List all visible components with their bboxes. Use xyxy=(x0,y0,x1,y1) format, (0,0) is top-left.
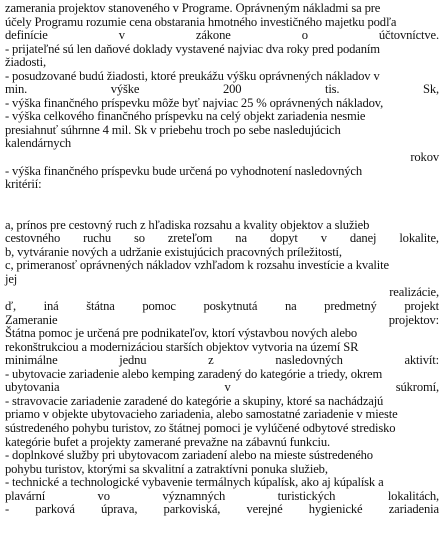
word: ruchu xyxy=(83,231,112,246)
word: parkoviská, xyxy=(163,502,221,517)
word: poskytnutá xyxy=(203,299,258,314)
text-line xyxy=(5,232,439,246)
text-line: zamerania projektov stanoveného v Programe. Oprávneným nákladmi sa pre xyxy=(5,1,381,15)
text-line xyxy=(5,381,439,395)
word: lokalite, xyxy=(399,231,439,246)
text-line: - výška finančného príspevku môže byť najviac 25 % oprávnených nákladov, xyxy=(5,95,384,110)
text-line: účely Programu rozumie cena obstarania hmotného investičného majetku podľa xyxy=(5,14,397,29)
text-line: a, prínos pre cestovný ruch z hľadiska rozsahu a kvality objektov a služieb xyxy=(5,217,370,232)
text-line xyxy=(5,314,439,328)
word: - xyxy=(5,502,10,517)
word: danej xyxy=(349,231,377,246)
word: verejné xyxy=(246,502,283,517)
word: min. xyxy=(5,82,28,97)
word: na xyxy=(284,299,297,314)
word: vo xyxy=(97,488,110,503)
word: v xyxy=(320,231,327,246)
word: dopyt xyxy=(269,231,298,246)
text-line: - ubytovacie zariadenie alebo kemping zaradený do kategórie a triedy, okrem xyxy=(5,366,383,381)
text-line: rokov xyxy=(410,150,439,165)
text-line: - stravovacie zariadenie zaradené do kategórie a skupiny, ktoré sa nachádzajú xyxy=(5,393,384,408)
blank-line xyxy=(5,205,439,219)
text-line: jej xyxy=(5,271,18,286)
word: zariadenia xyxy=(388,502,439,517)
text-line: sústredeného pohybu turistov, zo štátnej pomoci je vylúčené odbytové stredisko xyxy=(5,420,396,435)
text-line: Štátna pomoc je určená pre podnikateľov, ktorí výstavbou nových alebo xyxy=(5,326,358,341)
word: účtovníctve. xyxy=(378,28,439,43)
text-line: - posudzované budú žiadosti, ktoré preukážu výšku oprávnených nákladov v xyxy=(5,68,380,83)
word: predmetný xyxy=(324,299,377,314)
word: štátna xyxy=(86,299,115,314)
text-line: - doplnkové služby pri ubytovacom zariadení alebo na mieste sústredeného xyxy=(5,448,373,463)
text-line xyxy=(5,29,439,43)
word: minimálne xyxy=(5,353,58,368)
word: súkromí, xyxy=(395,380,439,395)
word: o xyxy=(301,28,308,43)
blank-line xyxy=(5,192,439,206)
text-line xyxy=(5,503,439,517)
word: plavární xyxy=(5,488,46,503)
text-line: c, primeranosť oprávnených nákladov vzhľadom k rozsahu investície a kvalite xyxy=(5,258,389,273)
word: v xyxy=(224,380,231,395)
word: 200 xyxy=(222,82,242,97)
text-line xyxy=(5,83,439,97)
word: Zameranie xyxy=(5,312,58,327)
text-line: b, vytváranie nových a udržanie existujúcich pracovných príležitostí, xyxy=(5,244,342,259)
text-line: realizácie, xyxy=(389,285,439,300)
text-line: žiadosti, xyxy=(5,55,46,70)
word: jednu xyxy=(119,353,147,368)
word: ď, xyxy=(5,299,16,314)
word: hygienické xyxy=(308,502,363,517)
word: zreteľom xyxy=(167,231,213,246)
word: výške xyxy=(110,82,140,97)
word: v xyxy=(118,28,125,43)
word: Sk, xyxy=(423,82,439,97)
text-line xyxy=(5,490,439,504)
text-line: kalendárnych xyxy=(5,136,72,151)
word: pomoc xyxy=(142,299,176,314)
word: významných xyxy=(162,488,226,503)
word: definície xyxy=(5,28,48,43)
text-line: kategórie bufet a projekty zamerané prevažne na zábavnú funkciu. xyxy=(5,434,331,449)
text-line: - prijateľné sú len daňové doklady vystavené najviac dva roky pred podaním xyxy=(5,41,380,56)
word: projektov: xyxy=(388,312,439,327)
word: iná xyxy=(43,299,59,314)
text-line xyxy=(5,354,439,368)
word: projekt xyxy=(404,299,439,314)
text-line: - výška finančného príspevku bude určená po vyhodnotení nasledovných xyxy=(5,163,363,178)
text-line: rekonštrukciou a modernizáciou starších objektov vytvoria na území SR xyxy=(5,339,359,354)
word: na xyxy=(235,231,247,246)
word: ubytovania xyxy=(5,380,60,395)
word: úprava, xyxy=(100,502,138,517)
text-line: - výška celkového finančného príspevku na celý objekt zariadenia nesmie xyxy=(5,109,366,124)
word: turistických xyxy=(277,488,336,503)
word: nasledovných xyxy=(275,353,343,368)
word: cestovného xyxy=(5,231,61,246)
document-text xyxy=(5,2,439,517)
word: zákone xyxy=(195,28,231,43)
text-line: - technické a technologické vybavenie termálnych kúpalísk, ako aj kúpalísk a xyxy=(5,475,384,490)
text-line xyxy=(5,300,439,314)
word: parková xyxy=(35,502,75,517)
word: z xyxy=(208,353,214,368)
text-line: presiahnuť súhrnne 4 mil. Sk v priebehu troch po sebe nasledujúcich xyxy=(5,122,341,137)
text-line: priamo v objekte ubytovacieho zariadenia, alebo samostatné zariadenie v mieste xyxy=(5,407,398,422)
word: so xyxy=(134,231,145,246)
word: tis. xyxy=(324,82,340,97)
word: aktivít: xyxy=(404,353,439,368)
text-line: kritérií: xyxy=(5,177,42,192)
text-line: pohybu turistov, ktorými sa skvalitní a zatraktívni ponuka služieb, xyxy=(5,461,328,476)
word: lokalitách, xyxy=(387,488,439,503)
